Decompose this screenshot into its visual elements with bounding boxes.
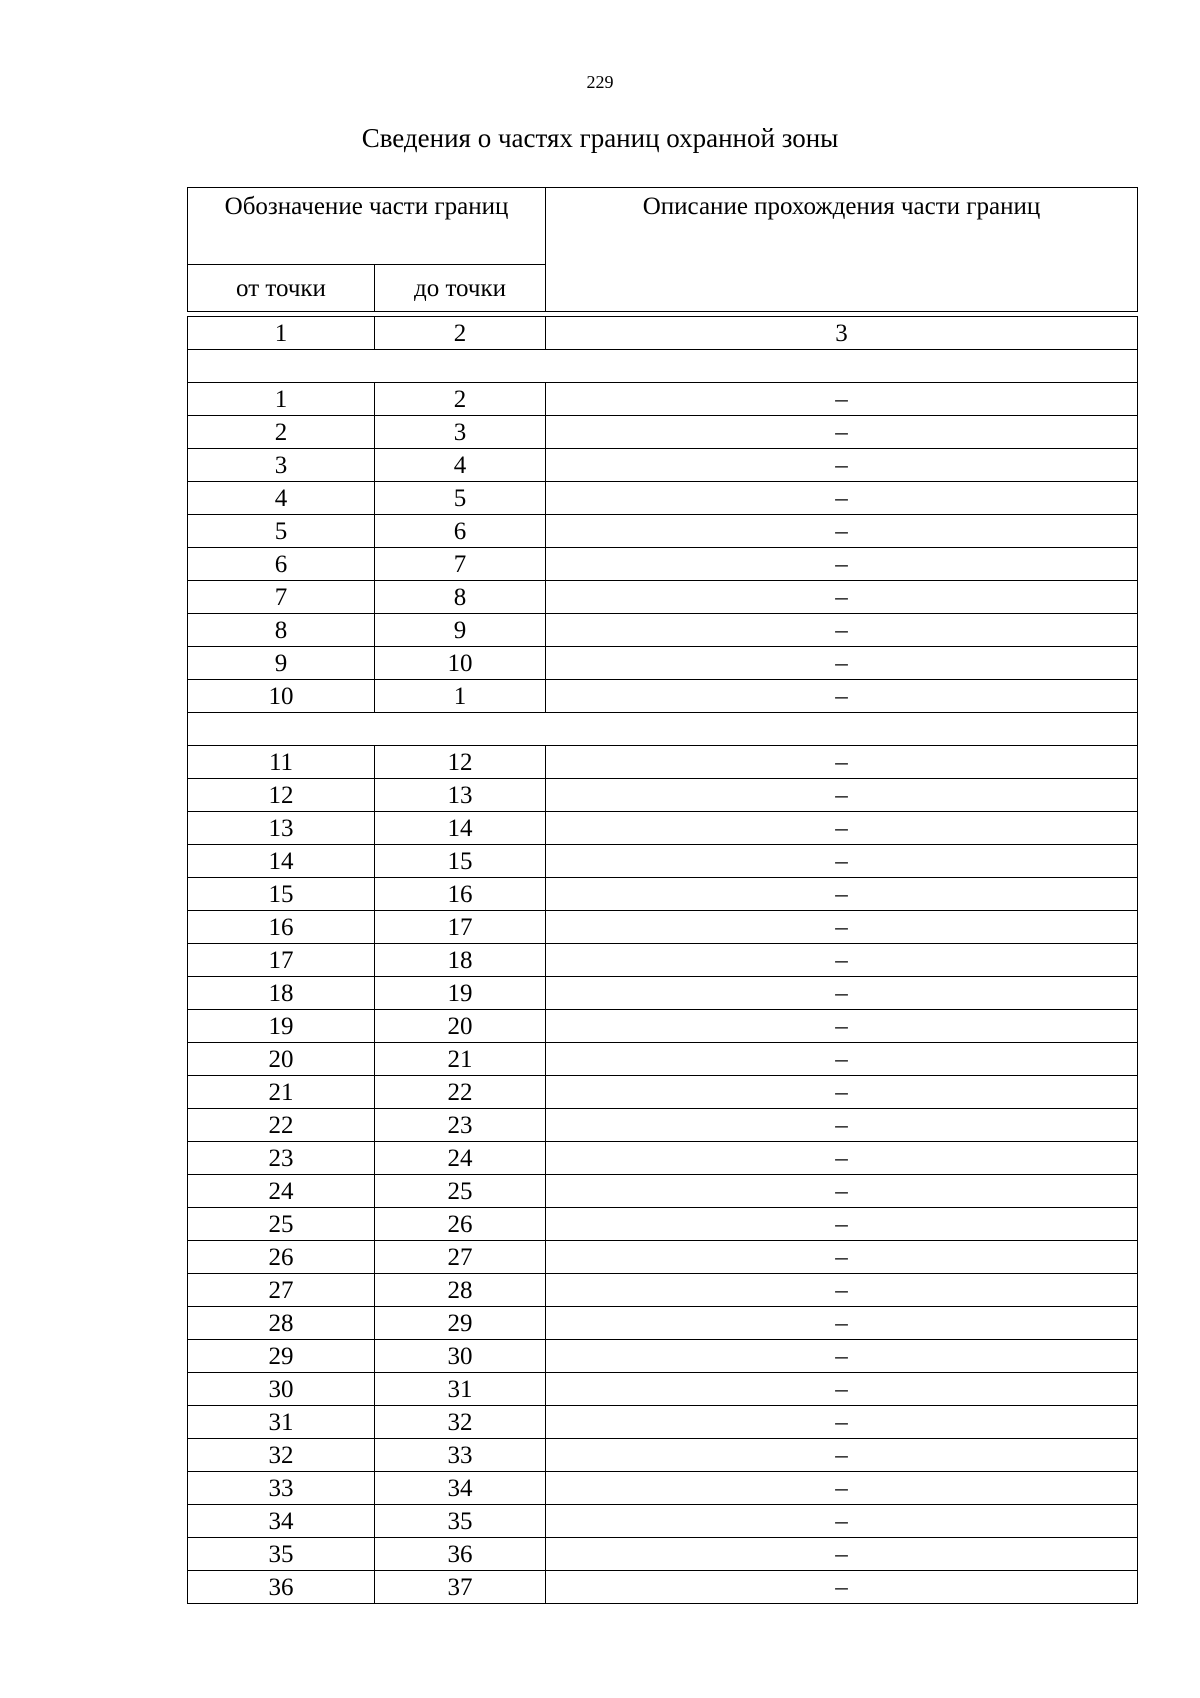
to-point-cell: 32 <box>375 1406 546 1439</box>
table-row <box>188 1208 1138 1241</box>
to-point-cell: 15 <box>375 845 546 878</box>
from-point-cell: 23 <box>188 1142 375 1175</box>
table-row <box>188 878 1138 911</box>
table-row <box>188 1505 1138 1538</box>
description-cell: – <box>546 1406 1138 1439</box>
to-point-cell: 9 <box>375 614 546 647</box>
description-cell: – <box>546 383 1138 416</box>
to-point-cell: 22 <box>375 1076 546 1109</box>
from-point-cell: 10 <box>188 680 375 713</box>
designation-header: Обозначение части границ <box>188 188 546 265</box>
to-point-cell: 1 <box>375 680 546 713</box>
table-row <box>188 1109 1138 1142</box>
to-point-cell: 10 <box>375 647 546 680</box>
to-point-cell: 3 <box>375 416 546 449</box>
to-point-cell: 17 <box>375 911 546 944</box>
description-cell: – <box>546 482 1138 515</box>
to-point-cell: 18 <box>375 944 546 977</box>
to-point-cell: 6 <box>375 515 546 548</box>
to-point-header: до точки <box>375 265 546 312</box>
column-numbers-row <box>188 317 1138 350</box>
page-number: 229 <box>586 72 614 92</box>
from-point-cell: 21 <box>188 1076 375 1109</box>
table-row <box>188 1340 1138 1373</box>
description-cell: – <box>546 812 1138 845</box>
from-point-cell: 28 <box>188 1307 375 1340</box>
description-cell: – <box>546 779 1138 812</box>
table-row <box>188 1472 1138 1505</box>
to-point-cell: 37 <box>375 1571 546 1604</box>
description-cell: – <box>546 1076 1138 1109</box>
to-point-cell: 29 <box>375 1307 546 1340</box>
to-point-cell: 14 <box>375 812 546 845</box>
from-point-cell: 13 <box>188 812 375 845</box>
from-point-cell: 32 <box>188 1439 375 1472</box>
from-point-cell: 1 <box>188 383 375 416</box>
to-point-cell: 8 <box>375 581 546 614</box>
description-cell: – <box>546 1505 1138 1538</box>
from-point-header: от точки <box>188 265 375 312</box>
description-cell: – <box>546 1043 1138 1076</box>
table-row <box>188 1373 1138 1406</box>
to-point-cell: 35 <box>375 1505 546 1538</box>
description-header: Описание прохождения части границ <box>546 188 1138 312</box>
table-body <box>188 188 1138 1604</box>
header-row-1 <box>188 188 1138 265</box>
column-number: 2 <box>375 317 546 350</box>
description-cell: – <box>546 416 1138 449</box>
boundary-parts-table <box>187 187 1137 1604</box>
from-point-cell: 2 <box>188 416 375 449</box>
to-point-cell: 2 <box>375 383 546 416</box>
page-title: Сведения о частях границ охранной зоны <box>361 123 839 153</box>
from-point-cell: 19 <box>188 1010 375 1043</box>
from-point-cell: 18 <box>188 977 375 1010</box>
table-row <box>188 1439 1138 1472</box>
from-point-cell: 17 <box>188 944 375 977</box>
from-point-cell: 11 <box>188 746 375 779</box>
table-row <box>188 944 1138 977</box>
table-row <box>188 1043 1138 1076</box>
group-title <box>188 713 1138 746</box>
from-point-cell: 4 <box>188 482 375 515</box>
to-point-cell: 25 <box>375 1175 546 1208</box>
from-point-cell: 36 <box>188 1571 375 1604</box>
table-row <box>188 581 1138 614</box>
to-point-cell: 26 <box>375 1208 546 1241</box>
from-point-cell: 29 <box>188 1340 375 1373</box>
description-cell: – <box>546 449 1138 482</box>
from-point-cell: 15 <box>188 878 375 911</box>
description-cell: – <box>546 1571 1138 1604</box>
from-point-cell: 33 <box>188 1472 375 1505</box>
table-row <box>188 1076 1138 1109</box>
table-row <box>188 548 1138 581</box>
description-cell: – <box>546 878 1138 911</box>
from-point-cell: 24 <box>188 1175 375 1208</box>
column-number: 1 <box>188 317 375 350</box>
table-row <box>188 383 1138 416</box>
table-row <box>188 1307 1138 1340</box>
description-cell: – <box>546 1340 1138 1373</box>
to-point-cell: 7 <box>375 548 546 581</box>
description-cell: – <box>546 614 1138 647</box>
description-cell: – <box>546 1175 1138 1208</box>
from-point-cell: 6 <box>188 548 375 581</box>
table-row <box>188 1175 1138 1208</box>
to-point-cell: 12 <box>375 746 546 779</box>
from-point-cell: 27 <box>188 1274 375 1307</box>
table-row <box>188 449 1138 482</box>
from-point-cell: 16 <box>188 911 375 944</box>
table-row <box>188 1538 1138 1571</box>
table-row <box>188 647 1138 680</box>
from-point-cell: 31 <box>188 1406 375 1439</box>
to-point-cell: 13 <box>375 779 546 812</box>
to-point-cell: 36 <box>375 1538 546 1571</box>
group-title <box>188 350 1138 383</box>
from-point-cell: 22 <box>188 1109 375 1142</box>
table-row <box>188 1274 1138 1307</box>
to-point-cell: 30 <box>375 1340 546 1373</box>
table-row <box>188 845 1138 878</box>
description-cell: – <box>546 1241 1138 1274</box>
table-row <box>188 1571 1138 1604</box>
description-cell: – <box>546 1472 1138 1505</box>
from-point-cell: 20 <box>188 1043 375 1076</box>
description-cell: – <box>546 944 1138 977</box>
description-cell: – <box>546 1373 1138 1406</box>
description-cell: – <box>546 515 1138 548</box>
from-point-cell: 9 <box>188 647 375 680</box>
description-cell: – <box>546 1109 1138 1142</box>
table-row <box>188 515 1138 548</box>
description-cell: – <box>546 1439 1138 1472</box>
description-cell: – <box>546 1142 1138 1175</box>
to-point-cell: 34 <box>375 1472 546 1505</box>
to-point-cell: 31 <box>375 1373 546 1406</box>
description-cell: – <box>546 581 1138 614</box>
table-row <box>188 1142 1138 1175</box>
description-cell: – <box>546 548 1138 581</box>
table-row <box>188 911 1138 944</box>
boundary-table <box>187 187 1138 1604</box>
to-point-cell: 5 <box>375 482 546 515</box>
table-row <box>188 1241 1138 1274</box>
from-point-cell: 26 <box>188 1241 375 1274</box>
description-cell: – <box>546 845 1138 878</box>
from-point-cell: 25 <box>188 1208 375 1241</box>
description-cell: – <box>546 977 1138 1010</box>
description-cell: – <box>546 1307 1138 1340</box>
to-point-cell: 16 <box>375 878 546 911</box>
from-point-cell: 35 <box>188 1538 375 1571</box>
description-cell: – <box>546 1208 1138 1241</box>
from-point-cell: 12 <box>188 779 375 812</box>
to-point-cell: 20 <box>375 1010 546 1043</box>
table-row <box>188 1406 1138 1439</box>
table-row <box>188 1010 1138 1043</box>
from-point-cell: 3 <box>188 449 375 482</box>
to-point-cell: 28 <box>375 1274 546 1307</box>
table-row <box>188 812 1138 845</box>
description-cell: – <box>546 911 1138 944</box>
from-point-cell: 8 <box>188 614 375 647</box>
from-point-cell: 14 <box>188 845 375 878</box>
table-row <box>188 680 1138 713</box>
from-point-cell: 34 <box>188 1505 375 1538</box>
description-cell: – <box>546 680 1138 713</box>
to-point-cell: 4 <box>375 449 546 482</box>
table-row <box>188 977 1138 1010</box>
table-row <box>188 482 1138 515</box>
description-cell: – <box>546 746 1138 779</box>
table-row <box>188 779 1138 812</box>
description-cell: – <box>546 647 1138 680</box>
from-point-cell: 7 <box>188 581 375 614</box>
to-point-cell: 27 <box>375 1241 546 1274</box>
group-row <box>188 350 1138 383</box>
table-row <box>188 614 1138 647</box>
to-point-cell: 19 <box>375 977 546 1010</box>
from-point-cell: 30 <box>188 1373 375 1406</box>
to-point-cell: 24 <box>375 1142 546 1175</box>
column-number: 3 <box>546 317 1138 350</box>
table-row <box>188 416 1138 449</box>
to-point-cell: 33 <box>375 1439 546 1472</box>
from-point-cell: 5 <box>188 515 375 548</box>
description-cell: – <box>546 1010 1138 1043</box>
description-cell: – <box>546 1538 1138 1571</box>
table-row <box>188 746 1138 779</box>
group-row <box>188 713 1138 746</box>
to-point-cell: 23 <box>375 1109 546 1142</box>
to-point-cell: 21 <box>375 1043 546 1076</box>
description-cell: – <box>546 1274 1138 1307</box>
